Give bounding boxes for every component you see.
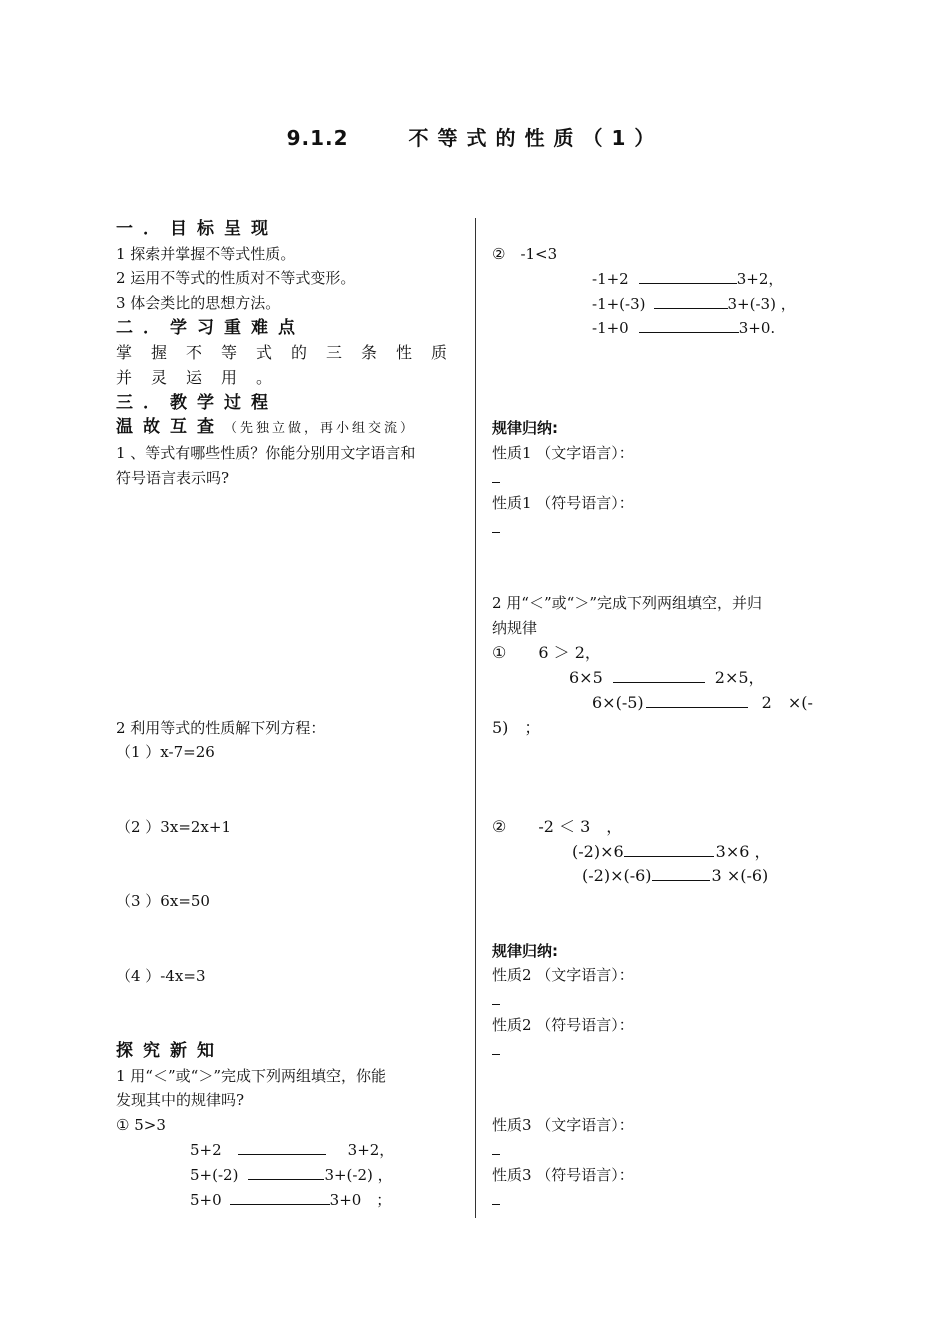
review-heading: 温故互查 [116, 417, 224, 437]
section-key-points-heading: 二．学习重难点 [116, 318, 305, 338]
fill-row [582, 866, 768, 886]
property-1-text-label: 性质1 （文字语言）： [492, 444, 634, 462]
fill-row [190, 1140, 394, 1160]
fill-blank[interactable] [639, 318, 739, 333]
fill-blank[interactable] [238, 1140, 326, 1155]
fill-blank[interactable] [652, 866, 710, 881]
explore-1-case-1: ① 5>3 [116, 1116, 166, 1134]
answer-line[interactable] [492, 518, 500, 538]
fill-left-expr: (-2)×(-6) [582, 866, 652, 885]
fill-blank[interactable] [654, 294, 728, 309]
property-3-text-label: 性质3 （文字语言）： [492, 1116, 634, 1134]
explore-1-line-1: 1 用“＜”或“＞”完成下列两组填空，你能 [116, 1067, 386, 1085]
fill-blank[interactable] [248, 1165, 324, 1180]
answer-line[interactable] [492, 1190, 500, 1210]
fill-left-expr: -1+0 [592, 319, 629, 337]
review-note: （先独立做，再小组交流） [224, 421, 417, 436]
rule-summary-heading: 规律归纳: [492, 942, 558, 960]
answer-line[interactable] [492, 990, 500, 1010]
answer-line[interactable] [492, 1040, 500, 1060]
fill-left-expr: 6×(-5) [592, 693, 644, 712]
case-2-inequality: ② -1<3 [492, 245, 558, 263]
question-2-line-1: 2 用“＜”或“＞”完成下列两组填空，并归 [492, 594, 762, 612]
fill-row [572, 842, 771, 862]
property-3-symbol-label: 性质3 （符号语言）： [492, 1166, 634, 1184]
explore-heading: 探究新知 [116, 1041, 224, 1061]
fill-blank[interactable] [639, 269, 737, 284]
fill-blank[interactable] [230, 1190, 330, 1205]
fill-left-expr: 5+2 [190, 1141, 222, 1159]
fill-row [569, 668, 765, 688]
goal-3: 3 体会类比的思想方法。 [116, 294, 281, 312]
goal-1: 1 探索并掌握不等式性质。 [116, 245, 296, 263]
fill-right-expr: 3+0. [738, 319, 776, 337]
property-1-symbol-label: 性质1 （符号语言）： [492, 494, 634, 512]
answer-line[interactable] [492, 1140, 500, 1160]
fill-right-expr: 3×6 ， [715, 842, 771, 861]
key-points-line-1: 掌握不等式的三条性质 [116, 343, 467, 362]
fill-right-expr: 3+(-3) ， [727, 295, 796, 313]
fill-row [592, 693, 813, 713]
fill-row [592, 318, 775, 338]
equation-3: （3 ）6x=50 [116, 892, 210, 910]
fill-right-expr: 3 ×(-6) [711, 866, 769, 885]
equation-2: （2 ）3x=2x+1 [116, 818, 231, 836]
fill-right-expr: 2 ×(- [761, 693, 813, 712]
fill-left-expr: 5+0 [190, 1191, 222, 1209]
mult-case-1-continuation: 5) ； [492, 718, 541, 737]
key-points-line-2: 并灵运用。 [116, 368, 292, 387]
page-title [0, 122, 950, 151]
section-goals-heading: 一．目标呈现 [116, 219, 278, 239]
question-2: 2 利用等式的性质解下列方程： [116, 719, 326, 737]
equation-4: （4 ）-4x=3 [116, 967, 206, 985]
fill-blank[interactable] [646, 693, 748, 708]
fill-left-expr: -1+(-3) [592, 295, 646, 313]
mult-case-2: ② -2 ＜ 3 ， [492, 817, 623, 836]
fill-row [592, 294, 796, 314]
equation-1: （1 ）x-7=26 [116, 743, 215, 761]
explore-1-line-2: 发现其中的规律吗? [116, 1091, 245, 1109]
title-number: 9.1.2 [286, 126, 349, 150]
fill-left-expr: 6×5 [569, 668, 603, 687]
fill-left-expr: (-2)×6 [572, 842, 624, 861]
fill-blank[interactable] [624, 842, 714, 857]
rule-summary-heading: 规律归纳: [492, 419, 558, 437]
answer-line[interactable] [492, 468, 500, 488]
fill-row [592, 269, 783, 289]
fill-row [190, 1165, 393, 1185]
fill-right-expr: 3+(-2) ， [324, 1166, 393, 1184]
column-divider [475, 218, 476, 1218]
fill-left-expr: -1+2 [592, 270, 629, 288]
question-1-line-1: 1 、等式有哪些性质？你能分别用文字语言和 [116, 444, 416, 462]
mult-case-1: ① 6 ＞ 2， [492, 643, 601, 662]
fill-right-expr: 2×5， [714, 668, 765, 687]
fill-right-expr: 3+0 ； [329, 1191, 392, 1209]
section-process-heading: 三．教学过程 [116, 393, 278, 413]
property-2-text-label: 性质2 （文字语言）： [492, 966, 634, 984]
fill-right-expr: 3+2， [347, 1141, 395, 1159]
fill-right-expr: 3+2， [736, 270, 784, 288]
property-2-symbol-label: 性质2 （符号语言）： [492, 1016, 634, 1034]
fill-blank[interactable] [613, 668, 705, 683]
fill-row [190, 1190, 391, 1210]
question-1-line-2: 符号语言表示吗? [116, 469, 230, 487]
goal-2: 2 运用不等式的性质对不等式变形。 [116, 269, 356, 287]
question-2-line-2: 纳规律 [492, 619, 538, 637]
review-heading-line [116, 417, 416, 439]
fill-left-expr: 5+(-2) [190, 1166, 239, 1184]
title-text: 不等式的性质（1） [408, 126, 664, 150]
